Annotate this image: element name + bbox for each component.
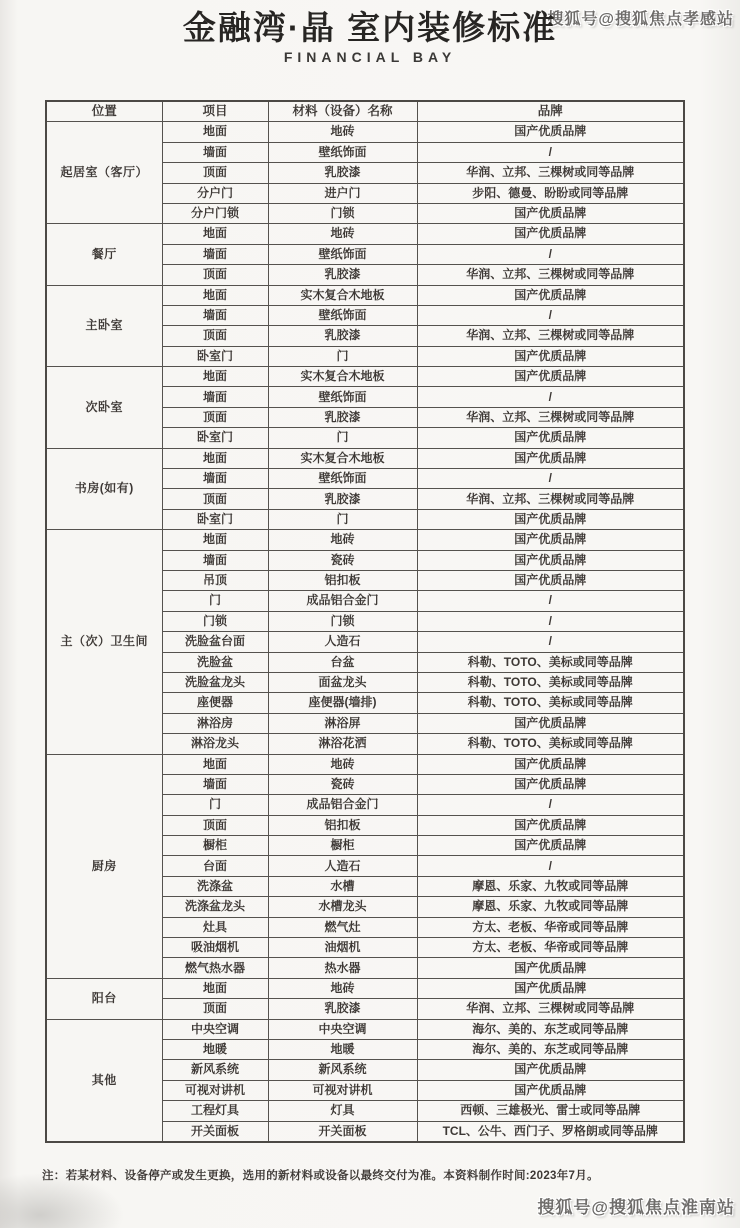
table-row [46, 224, 684, 244]
item-cell: 顶面 [162, 999, 268, 1019]
material-cell: 壁纸饰面 [268, 244, 417, 264]
material-cell: 乳胶漆 [268, 407, 417, 427]
brand-cell: / [417, 142, 684, 162]
location-cell: 主（次）卫生间 [46, 530, 162, 754]
brand-cell: 华润、立邦、三棵树或同等品牌 [417, 163, 684, 183]
material-cell: 可视对讲机 [268, 1080, 417, 1100]
material-cell: 实木复合木地板 [268, 448, 417, 468]
table-row [46, 1019, 684, 1039]
material-cell: 中央空调 [268, 1019, 417, 1039]
brand-cell: 国产优质品牌 [417, 428, 684, 448]
item-cell: 燃气热水器 [162, 958, 268, 978]
item-cell: 洗涤盆龙头 [162, 897, 268, 917]
brand-cell: 国产优质品牌 [417, 448, 684, 468]
brand-cell: 方太、老板、华帝或同等品牌 [417, 938, 684, 958]
material-cell: 地砖 [268, 978, 417, 998]
brand-cell: 国产优质品牌 [417, 224, 684, 244]
material-cell: 人造石 [268, 856, 417, 876]
item-cell: 洗脸盆台面 [162, 632, 268, 652]
location-cell: 阳台 [46, 978, 162, 1019]
item-cell: 卧室门 [162, 509, 268, 529]
item-cell: 地面 [162, 122, 268, 142]
item-cell: 顶面 [162, 163, 268, 183]
material-cell: 地砖 [268, 122, 417, 142]
table-row [46, 122, 684, 142]
material-cell: 成品铝合金门 [268, 795, 417, 815]
item-cell: 顶面 [162, 815, 268, 835]
brand-cell: / [417, 469, 684, 489]
material-cell: 乳胶漆 [268, 326, 417, 346]
item-cell: 淋浴龙头 [162, 734, 268, 754]
item-cell: 墙面 [162, 774, 268, 794]
material-cell: 门 [268, 428, 417, 448]
material-cell: 燃气灶 [268, 917, 417, 937]
material-cell: 瓷砖 [268, 774, 417, 794]
brand-cell: / [417, 632, 684, 652]
brand-cell: 国产优质品牌 [417, 836, 684, 856]
material-cell: 淋浴花洒 [268, 734, 417, 754]
item-cell: 吸油烟机 [162, 938, 268, 958]
item-cell: 地面 [162, 754, 268, 774]
location-cell: 主卧室 [46, 285, 162, 367]
material-cell: 瓷砖 [268, 550, 417, 570]
item-cell: 工程灯具 [162, 1101, 268, 1121]
brand-cell: 摩恩、乐家、九牧或同等品牌 [417, 897, 684, 917]
footnote: 注：若某材料、设备停产或发生更换，选用的新材料或设备以最终交付为准。本资料制作时间:2023年7月。 [42, 1170, 599, 1182]
material-cell: 淋浴屏 [268, 713, 417, 733]
brand-cell: 华润、立邦、三棵树或同等品牌 [417, 999, 684, 1019]
location-cell: 起居室（客厅） [46, 122, 162, 224]
brand-cell: 国产优质品牌 [417, 285, 684, 305]
table-row [46, 754, 684, 774]
table-row [46, 367, 684, 387]
item-cell: 墙面 [162, 244, 268, 264]
item-cell: 卧室门 [162, 346, 268, 366]
table-row [46, 978, 684, 998]
item-cell: 墙面 [162, 305, 268, 325]
material-cell: 乳胶漆 [268, 999, 417, 1019]
material-cell: 门 [268, 509, 417, 529]
table-header-row [46, 101, 684, 122]
item-cell: 墙面 [162, 142, 268, 162]
location-cell: 其他 [46, 1019, 162, 1142]
item-cell: 分户门 [162, 183, 268, 203]
item-cell: 吊顶 [162, 570, 268, 590]
item-cell: 可视对讲机 [162, 1080, 268, 1100]
brand-cell: 国产优质品牌 [417, 367, 684, 387]
brand-cell: 科勒、TOTO、美标或同等品牌 [417, 652, 684, 672]
brand-cell: 国产优质品牌 [417, 774, 684, 794]
material-cell: 乳胶漆 [268, 265, 417, 285]
watermark-top: 搜狐号@搜狐焦点孝感站 [547, 11, 734, 28]
brand-cell: / [417, 856, 684, 876]
brand-cell: 国产优质品牌 [417, 509, 684, 529]
material-cell: 地暖 [268, 1039, 417, 1059]
item-cell: 中央空调 [162, 1019, 268, 1039]
brand-cell: 国产优质品牌 [417, 530, 684, 550]
page-subtitle: FINANCIAL BAY [283, 49, 457, 65]
brand-cell: 国产优质品牌 [417, 754, 684, 774]
item-cell: 分户门锁 [162, 203, 268, 223]
item-cell: 地面 [162, 530, 268, 550]
item-cell: 地面 [162, 448, 268, 468]
material-cell: 门锁 [268, 611, 417, 631]
brand-cell: 国产优质品牌 [417, 958, 684, 978]
decoration-standards-table [45, 100, 685, 1143]
table-row [46, 285, 684, 305]
brand-cell: 国产优质品牌 [417, 1080, 684, 1100]
item-cell: 地面 [162, 367, 268, 387]
brand-cell: 国产优质品牌 [417, 346, 684, 366]
item-cell: 门锁 [162, 611, 268, 631]
location-cell: 厨房 [46, 754, 162, 978]
material-cell: 壁纸饰面 [268, 142, 417, 162]
material-cell: 油烟机 [268, 938, 417, 958]
material-cell: 新风系统 [268, 1060, 417, 1080]
brand-cell: 方太、老板、华帝或同等品牌 [417, 917, 684, 937]
brand-cell: 华润、立邦、三棵树或同等品牌 [417, 407, 684, 427]
material-cell: 地砖 [268, 224, 417, 244]
item-cell: 开关面板 [162, 1121, 268, 1142]
material-cell: 人造石 [268, 632, 417, 652]
item-cell: 顶面 [162, 407, 268, 427]
brand-cell: 科勒、TOTO、美标或同等品牌 [417, 672, 684, 692]
item-cell: 门 [162, 591, 268, 611]
item-cell: 顶面 [162, 326, 268, 346]
table-row [46, 448, 684, 468]
brand-cell: 国产优质品牌 [417, 713, 684, 733]
material-cell: 进户门 [268, 183, 417, 203]
brand-cell: 摩恩、乐家、九牧或同等品牌 [417, 876, 684, 896]
brand-cell: 国产优质品牌 [417, 122, 684, 142]
brand-cell: 西顿、三雄极光、雷士或同等品牌 [417, 1101, 684, 1121]
page-title: 金融湾·晶 室内装修标准 [182, 9, 558, 46]
brand-cell: TCL、公牛、西门子、罗格朗或同等品牌 [417, 1121, 684, 1142]
material-cell: 灯具 [268, 1101, 417, 1121]
brand-cell: / [417, 591, 684, 611]
brand-cell: 国产优质品牌 [417, 570, 684, 590]
item-cell: 地面 [162, 224, 268, 244]
brand-cell: 科勒、TOTO、美标或同等品牌 [417, 693, 684, 713]
item-cell: 顶面 [162, 265, 268, 285]
item-cell: 地暖 [162, 1039, 268, 1059]
item-cell: 地面 [162, 285, 268, 305]
material-cell: 台盆 [268, 652, 417, 672]
brand-cell: 华润、立邦、三棵树或同等品牌 [417, 265, 684, 285]
material-cell: 门锁 [268, 203, 417, 223]
location-cell: 书房(如有) [46, 448, 162, 530]
header-location: 位置 [46, 101, 162, 122]
item-cell: 洗涤盆 [162, 876, 268, 896]
header-material: 材料（设备）名称 [268, 101, 417, 122]
material-cell: 实木复合木地板 [268, 367, 417, 387]
brand-cell: / [417, 305, 684, 325]
brand-cell: / [417, 795, 684, 815]
item-cell: 地面 [162, 978, 268, 998]
material-cell: 水槽龙头 [268, 897, 417, 917]
material-cell: 壁纸饰面 [268, 305, 417, 325]
brand-cell: 科勒、TOTO、美标或同等品牌 [417, 734, 684, 754]
brand-cell: 华润、立邦、三棵树或同等品牌 [417, 326, 684, 346]
brand-cell: / [417, 244, 684, 264]
item-cell: 卧室门 [162, 428, 268, 448]
item-cell: 洗脸盆 [162, 652, 268, 672]
item-cell: 洗脸盆龙头 [162, 672, 268, 692]
item-cell: 门 [162, 795, 268, 815]
material-cell: 壁纸饰面 [268, 387, 417, 407]
brand-cell: 国产优质品牌 [417, 203, 684, 223]
item-cell: 座便器 [162, 693, 268, 713]
brand-cell: 华润、立邦、三棵树或同等品牌 [417, 489, 684, 509]
item-cell: 橱柜 [162, 836, 268, 856]
material-cell: 铝扣板 [268, 815, 417, 835]
material-cell: 乳胶漆 [268, 163, 417, 183]
brand-cell: 国产优质品牌 [417, 1060, 684, 1080]
item-cell: 台面 [162, 856, 268, 876]
item-cell: 墙面 [162, 469, 268, 489]
material-cell: 热水器 [268, 958, 417, 978]
material-cell: 门 [268, 346, 417, 366]
material-cell: 地砖 [268, 754, 417, 774]
header-brand: 品牌 [417, 101, 684, 122]
table-row [46, 530, 684, 550]
brand-cell: / [417, 611, 684, 631]
material-cell: 地砖 [268, 530, 417, 550]
brand-cell: 步阳、德曼、盼盼或同等品牌 [417, 183, 684, 203]
brand-cell: 国产优质品牌 [417, 815, 684, 835]
item-cell: 新风系统 [162, 1060, 268, 1080]
material-cell: 座便器(墙排) [268, 693, 417, 713]
location-cell: 餐厅 [46, 224, 162, 285]
material-cell: 橱柜 [268, 836, 417, 856]
table-body [46, 122, 684, 1142]
item-cell: 淋浴房 [162, 713, 268, 733]
brand-cell: / [417, 387, 684, 407]
material-cell: 实木复合木地板 [268, 285, 417, 305]
material-cell: 水槽 [268, 876, 417, 896]
item-cell: 墙面 [162, 550, 268, 570]
brand-cell: 海尔、美的、东芝或同等品牌 [417, 1039, 684, 1059]
item-cell: 顶面 [162, 489, 268, 509]
item-cell: 灶具 [162, 917, 268, 937]
brand-cell: 国产优质品牌 [417, 550, 684, 570]
watermark-bottom: 搜狐号@搜狐焦点淮南站 [537, 1198, 735, 1217]
material-cell: 开关面板 [268, 1121, 417, 1142]
header-item: 项目 [162, 101, 268, 122]
brand-cell: 国产优质品牌 [417, 978, 684, 998]
material-cell: 铝扣板 [268, 570, 417, 590]
material-cell: 壁纸饰面 [268, 469, 417, 489]
material-cell: 成品铝合金门 [268, 591, 417, 611]
item-cell: 墙面 [162, 387, 268, 407]
brand-cell: 海尔、美的、东芝或同等品牌 [417, 1019, 684, 1039]
location-cell: 次卧室 [46, 367, 162, 449]
material-cell: 乳胶漆 [268, 489, 417, 509]
material-cell: 面盆龙头 [268, 672, 417, 692]
